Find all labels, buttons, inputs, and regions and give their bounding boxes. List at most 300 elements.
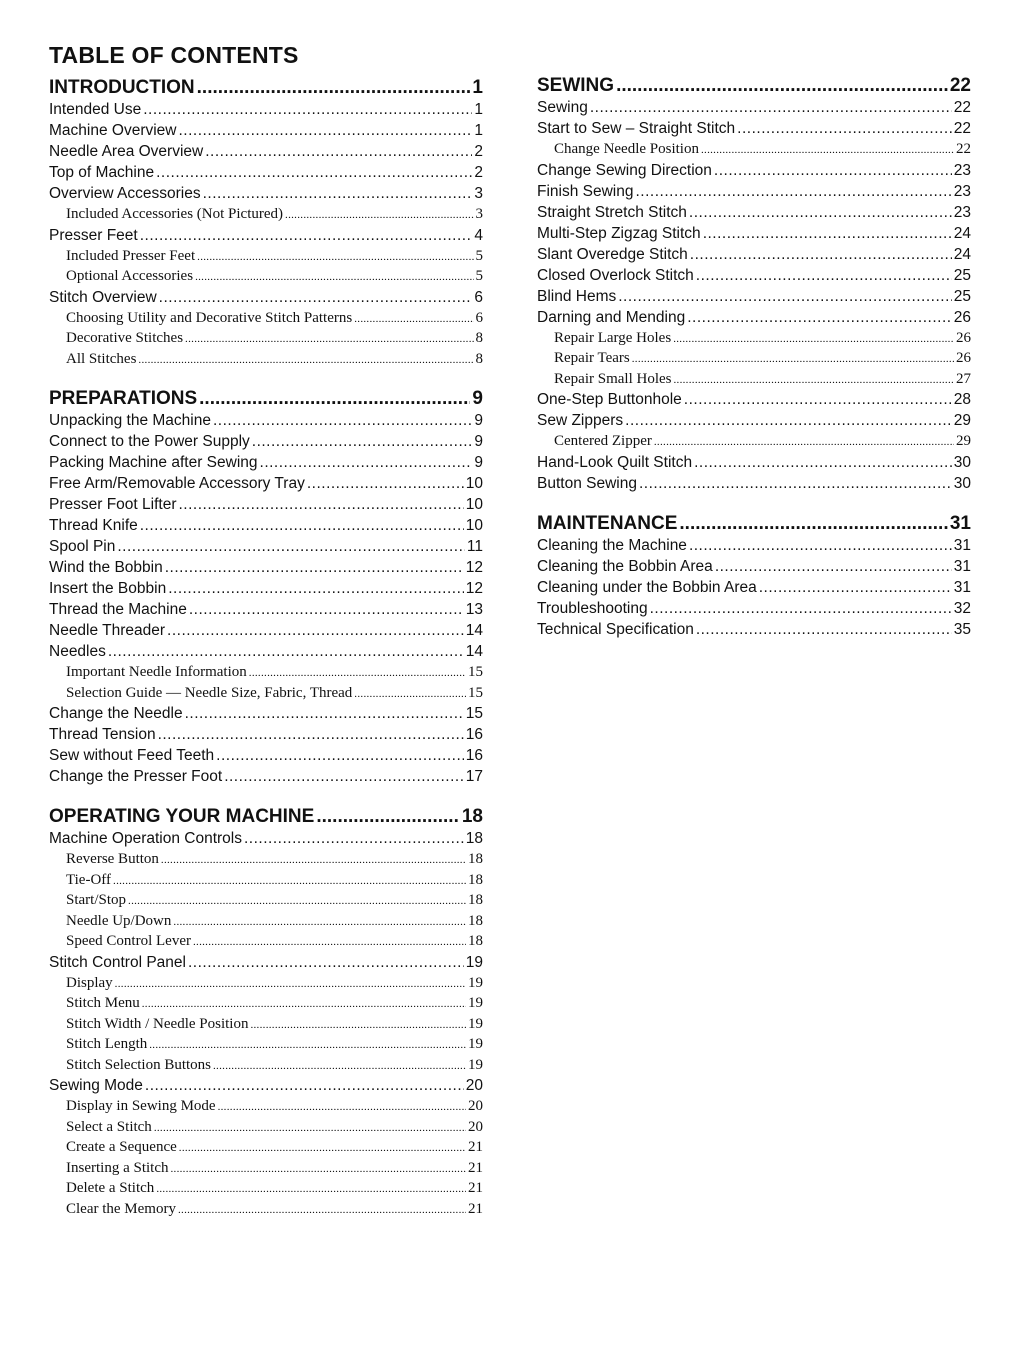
toc-subentry bbox=[49, 1199, 483, 1220]
toc-entry-title: Needle Threader bbox=[49, 622, 166, 639]
dot-leader bbox=[145, 1075, 464, 1096]
dot-leader bbox=[690, 244, 952, 265]
dot-leader bbox=[179, 120, 473, 141]
dot-leader bbox=[161, 849, 466, 871]
dot-leader bbox=[195, 266, 473, 288]
toc-page-number: 14 bbox=[465, 643, 483, 660]
dot-leader bbox=[156, 162, 472, 183]
toc-entry bbox=[49, 1075, 483, 1096]
toc-page-number: 22 bbox=[956, 141, 971, 157]
dot-leader bbox=[178, 1199, 466, 1221]
dot-leader bbox=[759, 577, 952, 598]
toc-subentry bbox=[49, 662, 483, 683]
toc-page-number: 21 bbox=[468, 1200, 483, 1217]
toc-entry-title: Change the Needle bbox=[49, 705, 183, 722]
toc-section-heading bbox=[537, 74, 971, 97]
toc-entry-title: Stitch Width / Needle Position bbox=[66, 1015, 249, 1032]
toc-entry-title: PREPARATIONS bbox=[49, 388, 198, 409]
toc-page-number: 20 bbox=[468, 1118, 483, 1135]
dot-leader bbox=[193, 931, 466, 953]
toc-entry-title: Slant Overedge Stitch bbox=[537, 245, 688, 263]
toc-entry bbox=[537, 202, 971, 223]
toc-entry-title: Thread Tension bbox=[49, 726, 156, 743]
toc-page-number: 4 bbox=[474, 226, 483, 244]
toc-entry-title: Closed Overlock Stitch bbox=[537, 266, 694, 284]
toc-subentry bbox=[49, 931, 483, 952]
dot-leader bbox=[684, 389, 952, 410]
toc-entry-title: Stitch Menu bbox=[66, 995, 140, 1011]
toc-page-number: 22 bbox=[953, 120, 971, 137]
toc-entry bbox=[49, 494, 483, 515]
toc-page-number: 1 bbox=[474, 101, 483, 118]
toc-entry bbox=[49, 578, 483, 599]
toc-entry bbox=[537, 452, 971, 473]
toc-entry-title: Repair Large Holes bbox=[554, 329, 672, 346]
dot-leader bbox=[159, 287, 473, 308]
toc-entry bbox=[49, 599, 483, 620]
toc-entry-title: SEWING bbox=[537, 75, 615, 96]
dot-leader bbox=[636, 181, 952, 202]
toc-entry-title: Included Presser Feet bbox=[66, 247, 196, 264]
toc-subentry bbox=[49, 911, 483, 932]
toc-entry bbox=[537, 307, 971, 328]
toc-entry-title: Select a Stitch bbox=[66, 1118, 152, 1135]
dot-leader bbox=[197, 76, 471, 99]
toc-entry-title: Cleaning the Machine bbox=[537, 536, 687, 554]
dot-leader bbox=[285, 204, 473, 226]
dot-leader bbox=[673, 328, 954, 350]
toc-page-number: 31 bbox=[953, 557, 971, 575]
toc-page-number: 10 bbox=[465, 475, 483, 492]
toc-page-number: 35 bbox=[953, 620, 971, 638]
toc-entry-title: Cleaning under the Bobbin Area bbox=[537, 578, 757, 596]
toc-entry-title: Repair Small Holes bbox=[554, 370, 672, 387]
toc-page-number: 26 bbox=[956, 329, 971, 346]
toc-entry-title: Centered Zipper bbox=[554, 433, 652, 449]
toc-section-preparations bbox=[49, 387, 483, 787]
dot-leader bbox=[138, 349, 473, 371]
toc-subentry bbox=[49, 1034, 483, 1055]
toc-page-number: 28 bbox=[953, 391, 971, 408]
toc-entry-title: Spool Pin bbox=[49, 538, 116, 555]
dot-leader bbox=[170, 1158, 466, 1180]
toc-subentry bbox=[49, 1096, 483, 1117]
dot-leader bbox=[714, 160, 952, 181]
toc-entry-title: Free Arm/Removable Accessory Tray bbox=[49, 475, 305, 492]
dot-leader bbox=[616, 74, 948, 97]
toc-page-number: 10 bbox=[465, 496, 483, 513]
toc-left-column bbox=[49, 76, 483, 1237]
dot-leader bbox=[216, 745, 464, 766]
toc-subentry bbox=[49, 993, 483, 1014]
toc-subentry bbox=[49, 349, 483, 370]
toc-page-number: 31 bbox=[953, 578, 971, 596]
toc-page-number: 16 bbox=[465, 726, 483, 743]
toc-entry-title: INTRODUCTION bbox=[49, 77, 195, 98]
dot-leader bbox=[167, 620, 464, 641]
dot-leader bbox=[199, 387, 470, 410]
dot-leader bbox=[654, 431, 954, 453]
toc-page-number: 8 bbox=[475, 330, 483, 346]
dot-leader bbox=[117, 536, 465, 557]
dot-leader bbox=[108, 641, 464, 662]
dot-leader bbox=[218, 1096, 466, 1118]
toc-entry bbox=[537, 181, 971, 202]
toc-page-number: 2 bbox=[474, 143, 483, 160]
dot-leader bbox=[149, 1034, 466, 1056]
toc-entry-title: Choosing Utility and Decorative Stitch Patterns bbox=[66, 309, 353, 326]
toc-page-number: 18 bbox=[461, 806, 483, 827]
toc-subentry bbox=[537, 328, 971, 349]
toc-entry-title: Button Sewing bbox=[537, 474, 637, 492]
toc-entry bbox=[49, 641, 483, 662]
toc-entry-title: Wind the Bobbin bbox=[49, 559, 163, 576]
toc-subentry bbox=[49, 308, 483, 329]
dot-leader bbox=[154, 1117, 466, 1139]
toc-entry bbox=[49, 620, 483, 641]
toc-page-number: 26 bbox=[953, 308, 971, 326]
toc-section-heading bbox=[537, 512, 971, 535]
toc-entry bbox=[537, 265, 971, 286]
toc-page-number: 19 bbox=[468, 1036, 483, 1052]
dot-leader bbox=[205, 141, 472, 162]
toc-entry bbox=[49, 724, 483, 745]
toc-page-number: 32 bbox=[953, 599, 971, 617]
toc-subentry bbox=[49, 1055, 483, 1076]
toc-entry bbox=[537, 410, 971, 431]
toc-entry bbox=[49, 162, 483, 183]
toc-page-number: 16 bbox=[465, 747, 483, 764]
toc-entry-title: Unpacking the Machine bbox=[49, 412, 211, 429]
toc-page-number: 2 bbox=[474, 164, 483, 181]
toc-page-number: 18 bbox=[468, 851, 483, 867]
toc-page-number: 21 bbox=[468, 1159, 483, 1176]
dot-leader bbox=[252, 431, 473, 452]
toc-entry bbox=[49, 473, 483, 494]
toc-subentry bbox=[49, 683, 483, 704]
toc-entry bbox=[537, 389, 971, 410]
toc-subentry bbox=[49, 870, 483, 891]
toc-entry bbox=[537, 223, 971, 244]
toc-entry-title: Speed Control Lever bbox=[66, 933, 191, 949]
dot-leader bbox=[679, 512, 947, 535]
dot-leader bbox=[249, 662, 466, 684]
toc-entry-title: Change Sewing Direction bbox=[537, 161, 712, 179]
toc-page-number: 18 bbox=[468, 892, 483, 908]
toc-entry-title: OPERATING YOUR MACHINE bbox=[49, 806, 315, 827]
toc-page-number: 1 bbox=[472, 77, 483, 98]
dot-leader bbox=[168, 578, 464, 599]
toc-page-number: 17 bbox=[465, 768, 483, 785]
toc-entry-title: Sew Zippers bbox=[537, 412, 624, 429]
dot-leader bbox=[354, 683, 466, 705]
dot-leader bbox=[165, 557, 464, 578]
dot-leader bbox=[113, 870, 466, 892]
toc-entry bbox=[537, 619, 971, 640]
toc-entry bbox=[49, 745, 483, 766]
toc-section-heading bbox=[49, 76, 483, 99]
dot-leader bbox=[189, 599, 464, 620]
toc-entry-title: Cleaning the Bobbin Area bbox=[537, 557, 713, 575]
toc-page-number: 30 bbox=[953, 453, 971, 471]
toc-entry-title: Stitch Length bbox=[66, 1036, 148, 1052]
dot-leader bbox=[213, 410, 472, 431]
toc-page-number: 9 bbox=[474, 433, 483, 450]
toc-entry-title: Overview Accessories bbox=[49, 185, 201, 202]
toc-entry-title: Troubleshooting bbox=[537, 599, 648, 617]
toc-entry bbox=[49, 515, 483, 536]
toc-entry bbox=[49, 952, 483, 973]
page-title: TABLE OF CONTENTS bbox=[49, 42, 299, 68]
toc-entry-title: Create a Sequence bbox=[66, 1139, 177, 1155]
toc-entry-title: Display in Sewing Mode bbox=[66, 1098, 216, 1114]
toc-page-number: 8 bbox=[475, 350, 483, 367]
toc-subentry bbox=[49, 204, 483, 225]
dot-leader bbox=[224, 766, 464, 787]
toc-page-number: 25 bbox=[953, 287, 971, 305]
toc-entry bbox=[49, 536, 483, 557]
toc-page-number: 13 bbox=[465, 601, 483, 618]
toc-entry-title: Change the Presser Foot bbox=[49, 768, 223, 785]
toc-entry bbox=[537, 244, 971, 265]
dot-leader bbox=[140, 515, 464, 536]
toc-page-number: 6 bbox=[474, 288, 483, 306]
toc-entry-title: Stitch Control Panel bbox=[49, 953, 186, 971]
toc-subentry bbox=[49, 973, 483, 994]
toc-page-number: 15 bbox=[468, 664, 483, 680]
dot-leader bbox=[213, 1055, 466, 1077]
toc-entry-title: Finish Sewing bbox=[537, 182, 634, 200]
toc-subentry bbox=[537, 348, 971, 369]
toc-subentry bbox=[49, 246, 483, 267]
toc-entry-title: Technical Specification bbox=[537, 620, 694, 638]
dot-leader bbox=[185, 328, 473, 350]
toc-entry-title: Machine Operation Controls bbox=[49, 830, 242, 847]
dot-leader bbox=[244, 828, 464, 849]
toc-section-maintenance bbox=[537, 512, 971, 640]
dot-leader bbox=[260, 452, 473, 473]
toc-section-heading bbox=[49, 805, 483, 828]
toc-subentry bbox=[49, 328, 483, 349]
dot-leader bbox=[590, 97, 952, 118]
toc-page-number: 29 bbox=[953, 412, 971, 429]
toc-entry bbox=[49, 766, 483, 787]
toc-page-number: 3 bbox=[475, 206, 483, 222]
toc-entry-title: Multi-Step Zigzag Stitch bbox=[537, 224, 701, 242]
toc-page-number: 10 bbox=[465, 517, 483, 534]
toc-page-number: 18 bbox=[465, 830, 483, 847]
toc-entry-title: Sew without Feed Teeth bbox=[49, 747, 215, 764]
toc-page-number: 5 bbox=[475, 247, 483, 264]
toc-page-number: 23 bbox=[953, 161, 971, 179]
dot-leader bbox=[673, 369, 954, 391]
dot-leader bbox=[142, 993, 466, 1015]
dot-leader bbox=[650, 598, 952, 619]
toc-subentry bbox=[49, 1137, 483, 1158]
toc-entry-title: Straight Stretch Stitch bbox=[537, 203, 687, 221]
toc-subentry bbox=[537, 369, 971, 390]
dot-leader bbox=[158, 724, 464, 745]
dot-leader bbox=[715, 556, 952, 577]
toc-entry-title: Stitch Selection Buttons bbox=[66, 1056, 211, 1073]
toc-page-number: 9 bbox=[474, 454, 483, 471]
dot-leader bbox=[179, 1137, 466, 1159]
dot-leader bbox=[354, 308, 473, 330]
toc-page-number: 3 bbox=[474, 185, 483, 202]
toc-entry bbox=[49, 225, 483, 246]
toc-subentry bbox=[49, 849, 483, 870]
toc-section-heading bbox=[49, 387, 483, 410]
dot-leader bbox=[179, 494, 464, 515]
toc-entry-title: Included Accessories (Not Pictured) bbox=[66, 206, 284, 222]
toc-entry-title: Presser Feet bbox=[49, 226, 138, 244]
toc-entry bbox=[537, 97, 971, 118]
toc-page-number: 19 bbox=[468, 974, 483, 991]
toc-section-operating-your-machine bbox=[49, 805, 483, 1219]
dot-leader bbox=[188, 952, 464, 973]
toc-page-number: 12 bbox=[465, 580, 483, 597]
toc-entry-title: Top of Machine bbox=[49, 164, 155, 181]
toc-page-number: 23 bbox=[953, 203, 971, 221]
toc-page-number: 18 bbox=[468, 871, 483, 888]
toc-entry-title: Sewing Mode bbox=[49, 1077, 143, 1094]
toc-entry-title: Start to Sew – Straight Stitch bbox=[537, 120, 736, 137]
toc-page-number: 20 bbox=[468, 1098, 483, 1114]
toc-entry bbox=[537, 598, 971, 619]
dot-leader bbox=[250, 1014, 466, 1036]
toc-entry-title: Stitch Overview bbox=[49, 288, 157, 306]
toc-subentry bbox=[537, 431, 971, 452]
toc-page-number: 25 bbox=[953, 266, 971, 284]
toc-subentry bbox=[49, 266, 483, 287]
toc-entry-title: Machine Overview bbox=[49, 122, 177, 139]
dot-leader bbox=[696, 619, 952, 640]
toc-entry-title: Packing Machine after Sewing bbox=[49, 454, 258, 471]
toc-entry-title: Blind Hems bbox=[537, 287, 617, 305]
toc-entry-title: Insert the Bobbin bbox=[49, 580, 167, 597]
toc-entry bbox=[537, 286, 971, 307]
dot-leader bbox=[703, 223, 952, 244]
toc-entry-title: All Stitches bbox=[66, 350, 137, 367]
toc-entry-title: Thread the Machine bbox=[49, 601, 187, 618]
toc-entry bbox=[49, 431, 483, 452]
toc-entry-title: Intended Use bbox=[49, 101, 142, 118]
toc-page-number: 19 bbox=[468, 1015, 483, 1032]
toc-page-number: 21 bbox=[468, 1139, 483, 1155]
dot-leader bbox=[156, 1178, 466, 1200]
toc-entry-title: Reverse Button bbox=[66, 851, 159, 867]
toc-section-sewing bbox=[537, 74, 971, 494]
toc-page-number: 18 bbox=[468, 912, 483, 929]
toc-entry-title: Darning and Mending bbox=[537, 308, 686, 326]
toc-entry bbox=[49, 120, 483, 141]
toc-entry-title: Inserting a Stitch bbox=[66, 1159, 169, 1176]
dot-leader bbox=[694, 452, 952, 473]
toc-entry-title: Selection Guide — Needle Size, Fabric, Thread bbox=[66, 684, 353, 701]
toc-subentry bbox=[49, 1117, 483, 1138]
dot-leader bbox=[197, 246, 473, 268]
toc-subentry bbox=[49, 1158, 483, 1179]
dot-leader bbox=[140, 225, 473, 246]
toc-entry bbox=[49, 828, 483, 849]
toc-page-number: 31 bbox=[953, 536, 971, 554]
dot-leader bbox=[316, 805, 460, 828]
toc-page-number: 14 bbox=[465, 622, 483, 639]
toc-section-introduction bbox=[49, 76, 483, 369]
dot-leader bbox=[689, 535, 952, 556]
toc-page-number: 9 bbox=[472, 388, 483, 409]
toc-page-number: 22 bbox=[953, 99, 971, 116]
toc-entry-title: Sewing bbox=[537, 99, 588, 116]
toc-entry bbox=[49, 703, 483, 724]
toc-page-number: 19 bbox=[468, 1056, 483, 1073]
toc-entry bbox=[537, 535, 971, 556]
toc-entry-title: One-Step Buttonhole bbox=[537, 391, 682, 408]
toc-page-number: 30 bbox=[953, 474, 971, 492]
toc-entry bbox=[537, 473, 971, 494]
dot-leader bbox=[115, 973, 466, 995]
toc-subentry bbox=[537, 139, 971, 160]
toc-entry-title: Needle Area Overview bbox=[49, 143, 204, 160]
toc-page-number: 15 bbox=[468, 684, 483, 701]
toc-page-number: 26 bbox=[956, 350, 971, 366]
toc-entry-title: Optional Accessories bbox=[66, 268, 194, 284]
dot-leader bbox=[696, 265, 952, 286]
toc-entry-title: Thread Knife bbox=[49, 517, 138, 534]
toc-right-column bbox=[537, 74, 971, 658]
toc-entry bbox=[537, 556, 971, 577]
dot-leader bbox=[737, 118, 952, 139]
dot-leader bbox=[625, 410, 952, 431]
toc-entry bbox=[537, 577, 971, 598]
dot-leader bbox=[701, 139, 954, 161]
toc-entry-title: Decorative Stitches bbox=[66, 330, 184, 346]
toc-entry-title: Tie-Off bbox=[66, 871, 112, 888]
toc-entry bbox=[49, 452, 483, 473]
toc-entry bbox=[49, 141, 483, 162]
toc-page-number: 6 bbox=[475, 309, 483, 326]
toc-entry-title: Needle Up/Down bbox=[66, 912, 172, 929]
toc-page-number: 5 bbox=[475, 268, 483, 284]
toc-page-number: 31 bbox=[949, 512, 971, 534]
toc-entry bbox=[49, 287, 483, 308]
toc-entry-title: Display bbox=[66, 974, 113, 991]
toc-page-number: 19 bbox=[465, 953, 483, 971]
toc-entry-title: Clear the Memory bbox=[66, 1200, 176, 1217]
toc-entry bbox=[537, 160, 971, 181]
toc-page-number: 18 bbox=[468, 933, 483, 949]
toc-subentry bbox=[49, 1178, 483, 1199]
toc-entry-title: Start/Stop bbox=[66, 892, 127, 908]
toc-entry-title: Delete a Stitch bbox=[66, 1180, 155, 1196]
toc-page-number: 11 bbox=[466, 538, 483, 555]
toc-page-number: 21 bbox=[468, 1180, 483, 1196]
toc-page-number: 1 bbox=[474, 122, 483, 139]
dot-leader bbox=[689, 202, 952, 223]
toc-entry-title: MAINTENANCE bbox=[537, 512, 678, 534]
toc-entry bbox=[49, 99, 483, 120]
toc-page-number: 22 bbox=[949, 75, 971, 96]
dot-leader bbox=[143, 99, 472, 120]
toc-page-number: 15 bbox=[465, 705, 483, 722]
toc-page-number: 27 bbox=[956, 370, 971, 387]
dot-leader bbox=[185, 703, 464, 724]
toc-page-number: 24 bbox=[953, 224, 971, 242]
dot-leader bbox=[687, 307, 952, 328]
toc-entry-title: Important Needle Information bbox=[66, 664, 247, 680]
toc-subentry bbox=[49, 1014, 483, 1035]
toc-entry bbox=[49, 183, 483, 204]
